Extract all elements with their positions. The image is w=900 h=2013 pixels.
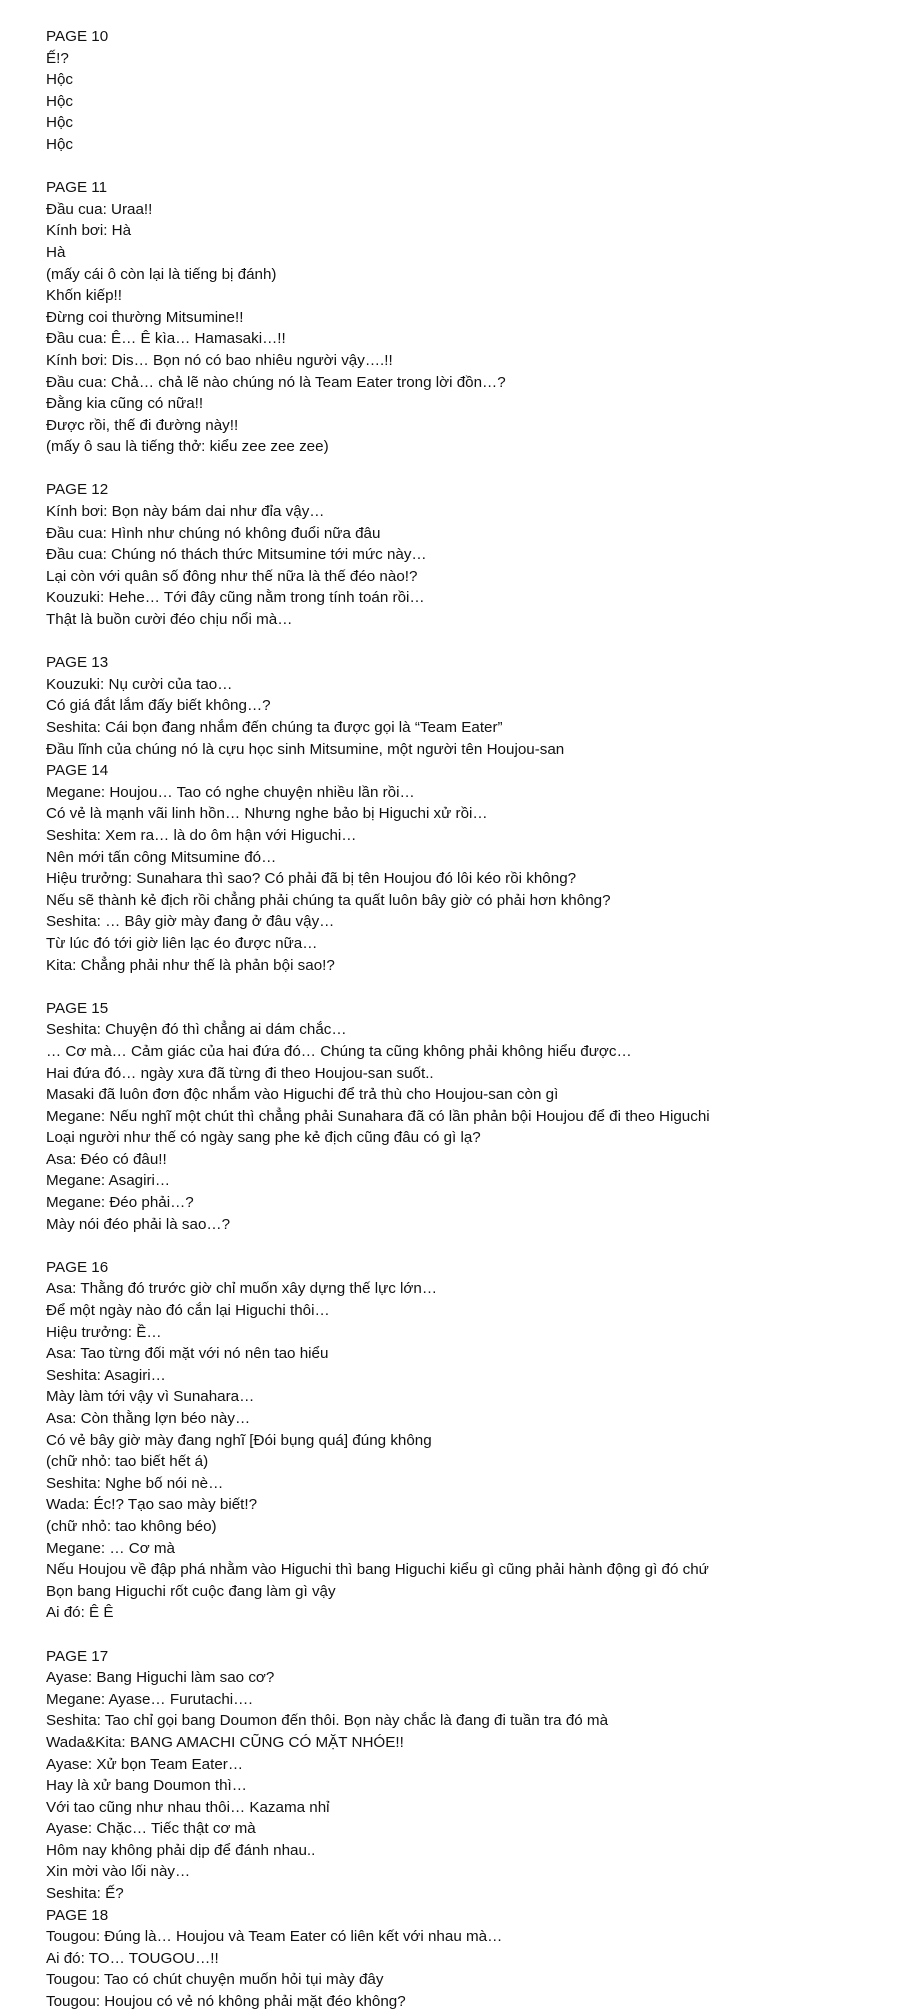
text-line: Seshita: Chuyện đó thì chẳng ai dám chắc…: [46, 1021, 347, 1039]
page-heading: PAGE 13: [46, 654, 109, 672]
text-line: Ế!?: [46, 49, 69, 67]
text-line: Kouzuki: Hehe… Tới đây cũng nằm trong tính toán rồi…: [46, 589, 425, 607]
text-line: Seshita: … Bây giờ mày đang ở đâu vậy…: [46, 913, 335, 931]
blank-line: [46, 976, 886, 998]
text-line: Asa: Tao từng đối mặt với nó nên tao hiểu: [46, 1345, 329, 1363]
text-line: Kita: Chẳng phải như thế là phản bội sao!?: [46, 956, 335, 974]
text-line: Kouzuki: Nụ cười của tao…: [46, 675, 233, 693]
text-line: Wada: Éc!? Tạo sao mày biết!?: [46, 1496, 258, 1514]
text-line: (mấy cái ô còn lại là tiếng bị đánh): [46, 265, 277, 283]
text-line: Thật là buồn cười đéo chịu nổi mà…: [46, 611, 293, 629]
document-body: [46, 26, 886, 2013]
text-line: Đầu cua: Ê… Ê kìa… Hamasaki…!!: [46, 330, 286, 348]
text-line: Hiệu trưởng: Sunahara thì sao? Có phải đã bị tên Houjou đó lôi kéo rồi không?: [46, 870, 577, 888]
text-line: Asa: Thằng đó trước giờ chỉ muốn xây dựng thế lực lớn…: [46, 1280, 438, 1298]
blank-line: [46, 156, 886, 178]
text-line: Hộc: [46, 71, 74, 89]
text-line: Ayase: Chặc… Tiếc thật cơ mà: [46, 1820, 256, 1838]
text-line: Có vẻ bây giờ mày đang nghĩ [Đói bụng quá] đúng không: [46, 1431, 432, 1449]
text-line: Có vẻ là mạnh vãi linh hồn… Nhưng nghe bảo bị Higuchi xử rồi…: [46, 805, 488, 823]
text-line: Megane: Nếu nghĩ một chút thì chẳng phải Sunahara đã có lần phản bội Houjou để đi theo Higuchi: [46, 1107, 710, 1125]
text-line: Khốn kiếp!!: [46, 287, 122, 305]
text-line: Loại người như thế có ngày sang phe kẻ địch cũng đâu có gì lạ?: [46, 1129, 481, 1147]
text-line: Bọn bang Higuchi rốt cuộc đang làm gì vậy: [46, 1582, 336, 1600]
blank-line: [46, 458, 886, 480]
text-line: Kính bơi: Hà: [46, 222, 132, 240]
text-line: Lại còn với quân số đông như thế nữa là thế đéo nào!?: [46, 567, 418, 585]
text-line: Hai đứa đó… ngày xưa đã từng đi theo Houjou-san suốt..: [46, 1064, 434, 1082]
text-line: Seshita: Cái bọn đang nhắm đến chúng ta được gọi là “Team Eater”: [46, 719, 503, 736]
page-heading: PAGE 16: [46, 1258, 109, 1276]
text-line: Đầu cua: Chúng nó thách thức Mitsumine tới mức này…: [46, 546, 427, 564]
text-line: (mấy ô sau là tiếng thở: kiểu zee zee zee): [46, 438, 329, 456]
text-line: Asa: Còn thằng lợn béo này…: [46, 1410, 251, 1427]
page-heading: PAGE 15: [46, 999, 109, 1017]
page-heading: PAGE 14: [46, 762, 109, 780]
text-line: Hà: [46, 243, 66, 261]
text-line: Hiệu trưởng: Ề…: [46, 1323, 162, 1341]
text-line: Hôm nay không phải dịp để đánh nhau..: [46, 1841, 316, 1859]
text-line: Ai đó: TO… TOUGOU…!!: [46, 1949, 219, 1967]
text-line: (chữ nhỏ: tao biết hết á): [46, 1453, 209, 1471]
text-line: Ayase: Bang Higuchi làm sao cơ?: [46, 1669, 275, 1687]
text-line: Kính bơi: Dis… Bọn nó có bao nhiêu người vậy….!!: [46, 351, 393, 369]
text-line: Hay là xử bang Doumon thì…: [46, 1777, 247, 1795]
page-heading: PAGE 17: [46, 1647, 109, 1665]
page-heading: PAGE 11: [46, 179, 108, 197]
text-line: Ayase: Xử bọn Team Eater…: [46, 1755, 244, 1773]
text-line: Đầu cua: Chả… chả lẽ nào chúng nó là Team Eater trong lời đồn…?: [46, 373, 506, 391]
text-line: Được rồi, thế đi đường này!!: [46, 416, 239, 434]
text-line: Kính bơi: Bọn này bám dai như đỉa vậy…: [46, 503, 325, 521]
text-line: Có giá đắt lắm đấy biết không…?: [46, 697, 271, 715]
text-line: Megane: Asagiri…: [46, 1172, 171, 1190]
text-line: Nếu sẽ thành kẻ địch rồi chẳng phải chúng ta quất luôn bây giờ có phải hơn không?: [46, 891, 611, 909]
blank-line: [46, 1624, 886, 1646]
text-line: Seshita: Xem ra… là do ôm hận với Higuchi…: [46, 826, 357, 844]
text-line: Đầu lĩnh của chúng nó là cựu học sinh Mitsumine, một người tên Houjou-san: [46, 740, 565, 758]
text-line: Nếu Houjou về đập phá nhằm vào Higuchi thì bang Higuchi kiểu gì cũng phải hành động gì đó chứ: [46, 1561, 709, 1579]
text-line: Wada&Kita: BANG AMACHI CŨNG CÓ MẶT NHÓE!!: [46, 1733, 404, 1751]
page-heading: PAGE 12: [46, 481, 109, 499]
text-line: Tougou: Houjou có vẻ nó không phải mặt đéo không?: [46, 1993, 406, 2011]
text-line: Seshita: Tao chỉ gọi bang Doumon đến thôi. Bọn này chắc là đang đi tuần tra đó mà: [46, 1712, 609, 1730]
text-line: … Cơ mà… Cảm giác của hai đứa đó… Chúng ta cũng không phải không hiểu được…: [46, 1042, 632, 1060]
blank-line: [46, 631, 886, 653]
text-line: Đừng coi thường Mitsumine!!: [46, 308, 244, 326]
text-line: Xin mời vào lối này…: [46, 1863, 191, 1881]
page-heading: PAGE 18: [46, 1906, 109, 1924]
text-line: Seshita: Asagiri…: [46, 1366, 166, 1384]
text-line: Asa: Đéo có đâu!!: [46, 1150, 167, 1168]
text-line: Mày nói đéo phải là sao…?: [46, 1215, 231, 1233]
text-line: Đầu cua: Uraa!!: [46, 200, 153, 218]
text-line: Seshita: Nghe bố nói nè…: [46, 1474, 224, 1492]
text-line: Hộc: [46, 135, 74, 153]
text-line: Masaki đã luôn đơn độc nhắm vào Higuchi để trả thù cho Houjou-san còn gì: [46, 1086, 559, 1104]
text-line: Tougou: Tao có chút chuyện muốn hỏi tụi mày đây: [46, 1971, 384, 1989]
text-line: Tougou: Đúng là… Houjou và Team Eater có liên kết với nhau mà…: [46, 1928, 503, 1946]
text-line: Megane: … Cơ mà: [46, 1539, 175, 1557]
text-line: Hộc: [46, 92, 74, 110]
blank-line: [46, 1235, 886, 1257]
text-line: Megane: Ayase… Furutachi….: [46, 1690, 253, 1708]
text-line: Từ lúc đó tới giờ liên lạc éo được nữa…: [46, 934, 318, 952]
text-line: Đằng kia cũng có nữa!!: [46, 395, 204, 413]
text-line: Megane: Houjou… Tao có nghe chuyện nhiều lần rồi…: [46, 783, 415, 801]
text-line: Với tao cũng như nhau thôi… Kazama nhỉ: [46, 1798, 330, 1816]
text-line: (chữ nhỏ: tao không béo): [46, 1517, 217, 1535]
text-line: Ai đó: Ê Ê: [46, 1604, 114, 1622]
text-line: Megane: Đéo phải…?: [46, 1194, 194, 1212]
page-heading: PAGE 10: [46, 28, 109, 45]
text-line: Hộc: [46, 114, 74, 132]
text-line: Đầu cua: Hình như chúng nó không đuổi nữa đâu: [46, 524, 381, 542]
text-line: Mày làm tới vậy vì Sunahara…: [46, 1388, 255, 1406]
text-line: Seshita: Ế?: [46, 1885, 124, 1903]
text-line: Để một ngày nào đó cắn lại Higuchi thôi…: [46, 1302, 330, 1320]
text-line: Nên mới tấn công Mitsumine đó…: [46, 848, 277, 866]
